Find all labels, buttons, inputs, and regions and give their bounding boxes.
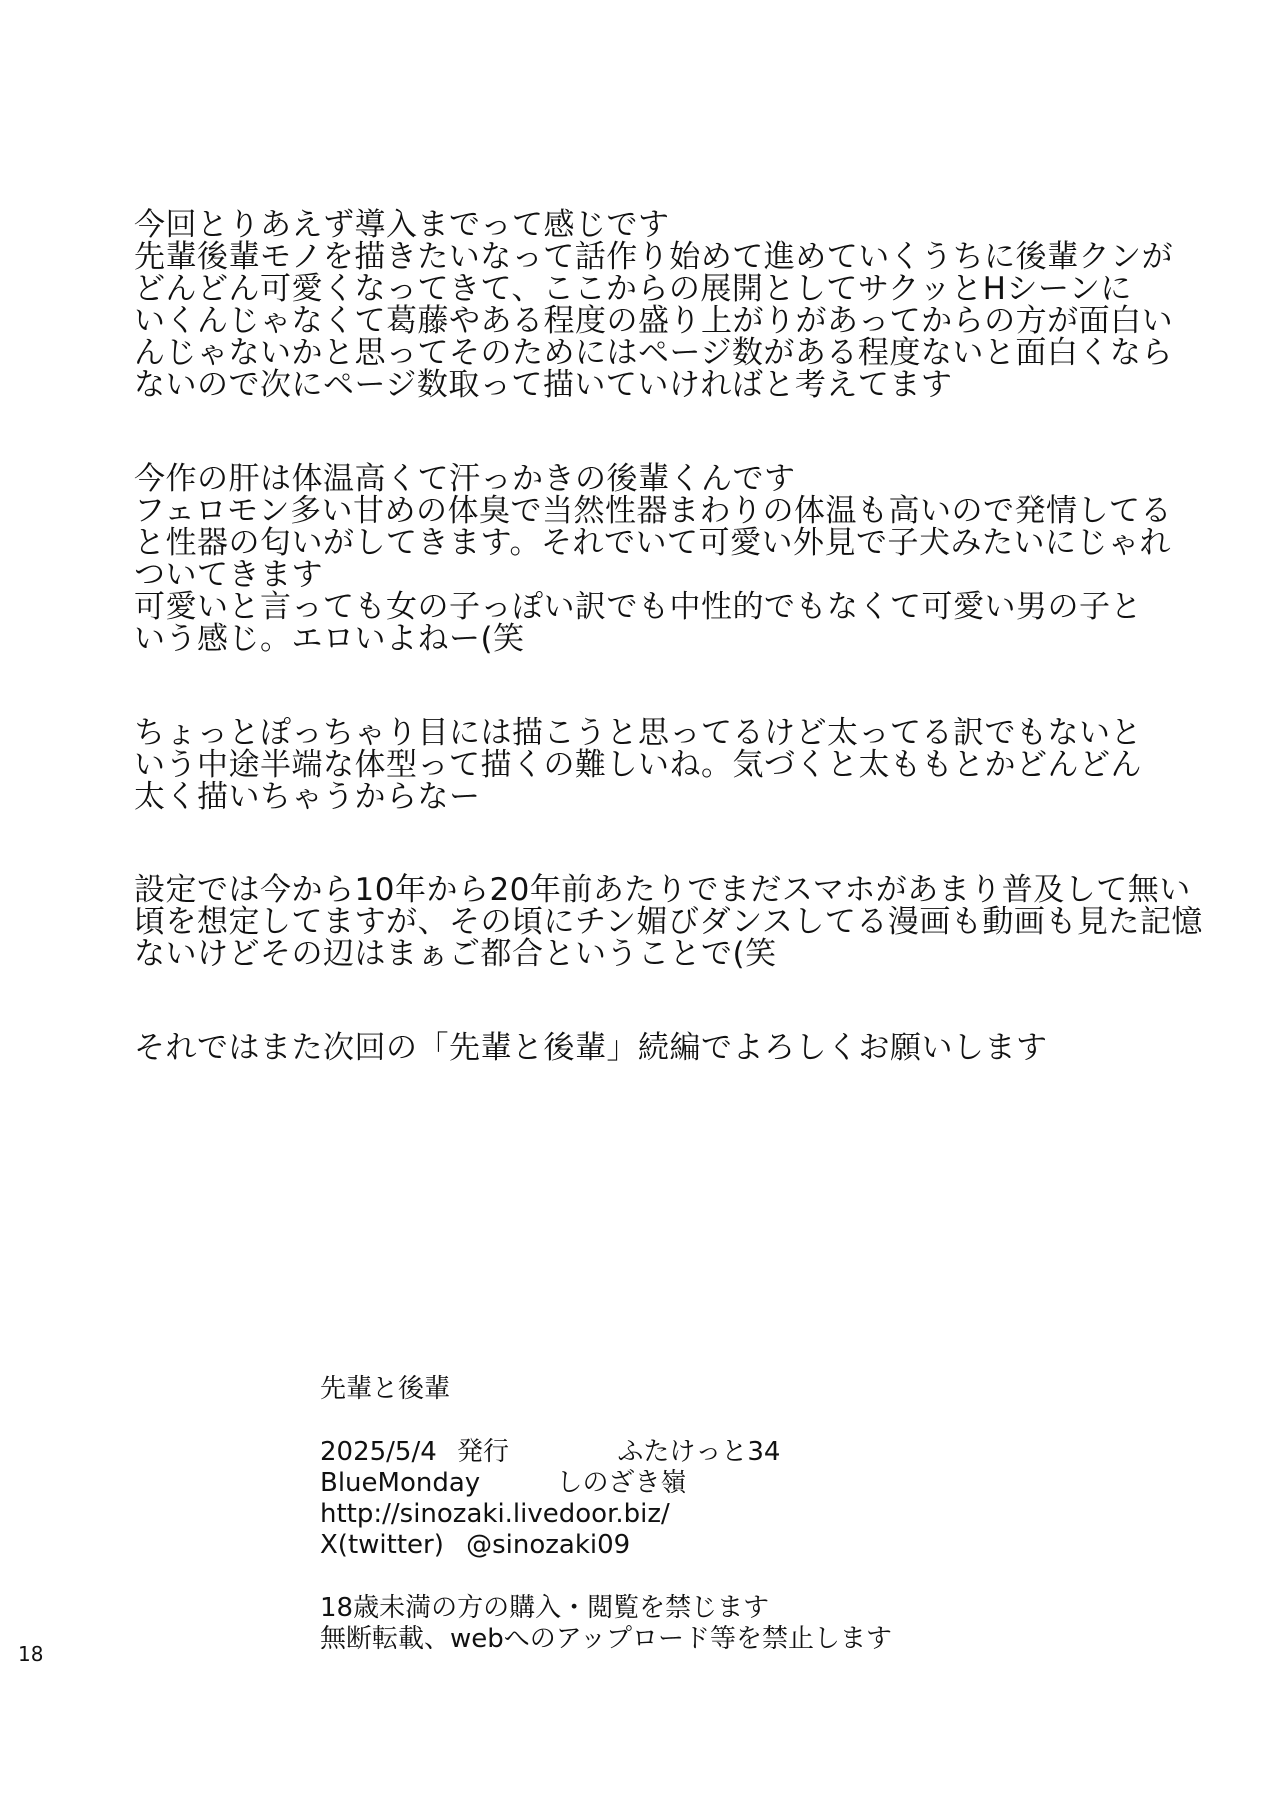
- text-line: ないけどその辺はまぁご都合ということで(笑: [134, 936, 777, 972]
- afterword-paragraph-2: [134, 463, 1172, 655]
- colophon-circle-line: [320, 1468, 780, 1499]
- afterword-paragraph-5: [134, 1032, 1048, 1064]
- age-warning: 18歳未満の方の購入・閲覧を禁じます: [320, 1593, 770, 1623]
- text-line: どんどん可愛くなってきて、ここからの展開としてサクッとHシーンに: [134, 271, 1132, 307]
- text-line: 今回とりあえず導入までって感じです: [134, 207, 670, 243]
- afterword-paragraph-3: [134, 717, 1142, 813]
- text-line: 頃を想定してますが、その頃にチン媚びダンスしてる漫画も動画も見た記憶: [134, 904, 1203, 940]
- text-line: んじゃないかと思ってそのためにはページ数がある程度ないと面白くなら: [134, 335, 1173, 371]
- text-line: 太く描いちゃうからなー: [134, 779, 481, 815]
- text-line: 設定では今から10年から20年前あたりでまだスマホがあまり普及して無い: [134, 872, 1191, 908]
- colophon-warnings: [320, 1593, 892, 1655]
- text-line: 今作の肝は体温高くて汗っかきの後輩くんです: [134, 461, 796, 497]
- issue-date: 2025/5/4: [320, 1437, 437, 1467]
- text-line: 先輩後輩モノを描きたいなって話作り始めて進めていくうちに後輩クンが: [134, 239, 1174, 275]
- text-line: ついてきます: [134, 557, 323, 593]
- page-number: 18: [18, 1642, 44, 1666]
- colophon-sns-line: [320, 1530, 780, 1561]
- website-url: http://sinozaki.livedoor.biz/: [320, 1499, 670, 1529]
- text-line: ちょっとぽっちゃり目には描こうと思ってるけど太ってる訳でもないと: [134, 715, 1142, 751]
- afterword-paragraph-1: [134, 209, 1173, 401]
- colophon-date-line: [320, 1437, 780, 1468]
- text-line: と性器の匂いがしてきます。それでいて可愛い外見で子犬みたいにじゃれ: [134, 525, 1172, 561]
- sns-label: X(twitter): [320, 1530, 444, 1560]
- text-line: いくんじゃなくて葛藤やある程度の盛り上がりがあってからの方が面白い: [134, 303, 1174, 339]
- colophon-title: 先輩と後輩: [320, 1374, 451, 1404]
- text-line: フェロモン多い甘めの体臭で当然性器まわりの体温も高いので発情してる: [134, 493, 1172, 529]
- text-line: いう中途半端な体型って描くの難しいね。気づくと太ももとかどんどん: [134, 747, 1142, 783]
- reprint-warning: 無断転載、webへのアップロード等を禁止します: [320, 1624, 892, 1654]
- afterword-paragraph-4: [134, 874, 1203, 970]
- sns-handle: @sinozaki09: [466, 1530, 631, 1560]
- colophon-info: [320, 1437, 780, 1561]
- issue-label: 発行: [457, 1437, 510, 1467]
- text-line: ないので次にページ数取って描いていければと考えてます: [134, 367, 953, 403]
- author-name: しのざき嶺: [556, 1468, 687, 1498]
- text-line: 可愛いと言っても女の子っぽい訳でも中性的でもなくて可愛い男の子と: [134, 589, 1142, 625]
- event-name: ふたけっと34: [617, 1437, 781, 1467]
- text-line: それではまた次回の「先輩と後輩」続編でよろしくお願いします: [134, 1030, 1048, 1066]
- text-line: いう感じ。エロいよねー(笑: [134, 621, 525, 657]
- circle-name: BlueMonday: [320, 1468, 481, 1498]
